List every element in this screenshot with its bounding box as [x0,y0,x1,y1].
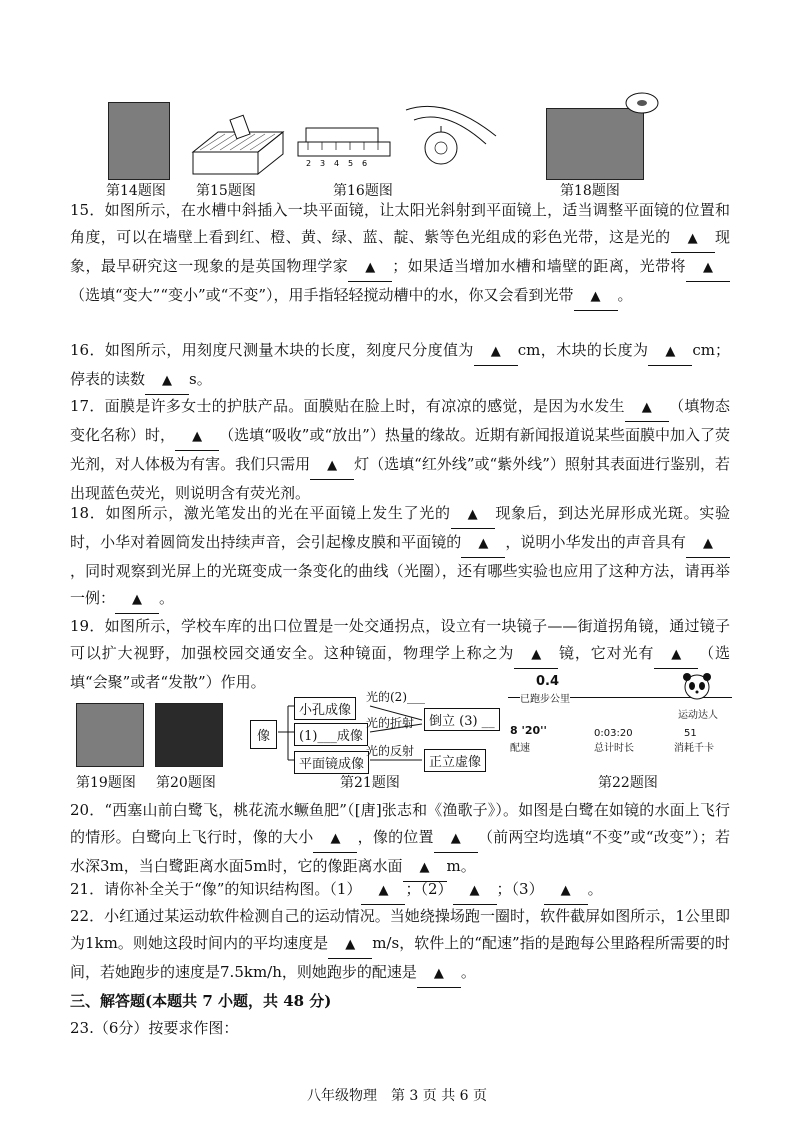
fig21-label1: 光的(2)___ [366,690,425,704]
ruler-tick: 5 [348,159,354,168]
caption-fig20: 第20题图 [156,775,216,791]
fig18-disc-icon [622,88,662,118]
caption-fig19: 第19题图 [76,775,136,791]
ruler-tick: 6 [362,159,368,168]
fig22-app-screenshot [508,676,732,772]
fig21-diagram [248,690,508,774]
ruler-tick: 2 [306,159,312,168]
fig20-photo [155,703,223,767]
panda-icon [680,672,714,702]
caption-fig21: 第21题图 [340,775,400,791]
ruler-tick: 3 [320,159,326,168]
fig21-out2-box: 正立虚像 [424,749,486,772]
question-21: 21．请你补全关于“像”的知识结构图。（1） ▲ ；（2） ▲ ；（3） ▲ 。 [70,876,730,905]
caption-fig18: 第18题图 [560,183,620,199]
fig14-photo [108,102,170,180]
fig16-ruler-stopwatch-drawing [296,96,506,182]
fig21-label3: 光的反射 [366,744,415,758]
question-23: 23.（6分）按要求作图： [70,1019,239,1037]
fig21-mirror-box: 平面镜成像 [294,751,369,774]
fig22-pace-label: 配速 [510,743,530,754]
fig21-root: 像 [250,720,277,749]
question-18: 18．如图所示，激光笔发出的光在平面镜上发生了光的 ▲ 现象后，到达光屏形成光斑。实验时，小华对着圆筒发出持续声音，会引起橡皮膜和平面镜的 ▲ ，说明小华发出的声音具有 ▲，同时观察到光屏上的光斑变成一条变化的曲线（光圈），还有哪些实验也应用了这种方法，请再举一例： ▲ 。 [70,500,730,614]
fig22-distance: 0.4 [536,674,560,689]
fig22-time: 0:03:20 [594,728,633,739]
fig22-distance-label: 已跑步公里 [520,690,570,705]
question-22: 22．小红通过某运动软件检测自己的运动情况。当她绕操场跑一圈时，软件截屏如图所示，1公里即为1km。则她这段时间内的平均速度是 ▲ m/s，软件上的“配速”指的是跑每公里路程所需要的时间，若她跑步的速度是7.5km/h，则她跑步的配速是 ▲ 。 [70,903,730,988]
caption-fig22: 第22题图 [598,775,658,791]
fig22-pace: 8 '20'' [510,724,547,737]
fig22-kcal: 51 [684,728,697,739]
fig21-blank1-box: (1)___成像 [294,723,368,746]
question-17: 17．面膜是许多女士的护肤产品。面膜贴在脸上时，有凉凉的感觉，是因为水发生 ▲ （填物态变化名称）时， ▲ （选填“吸收”或“放出”）热量的缘故。近期有新闻报道说某些面膜中加入了荧光剂，对人体极为有害。我们只需用 ▲ 灯（选填“红外线”或“紫外线”）照射其表面进行鉴别，若出现蓝色荧光，则说明含有荧光剂。 [70,393,730,507]
fig15-water-tank-drawing [188,112,288,182]
fig22-badge: 运动达人 [678,710,718,721]
caption-fig16: 第16题图 [333,183,393,199]
fig21-pinhole-box: 小孔成像 [294,697,356,720]
page-footer: 八年级物理 第 3 页 共 6 页 [306,1088,488,1104]
section-3-heading: 三、解答题(本题共 7 小题，共 48 分) [70,992,332,1010]
fig21-out1-box: 倒立 (3) __ [424,708,500,731]
ruler-tick: 4 [334,159,340,168]
fig22-time-label: 总计时长 [594,743,634,754]
question-19: 19．如图所示，学校车库的出口位置是一处交通拐点，设立有一块镜子——街道拐角镜，通过镜子可以扩大视野，加强校园交通安全。这种镜面，物理学上称之为 ▲ 镜，它对光有 ▲ （选填“会聚”或者“发散”）作用。 [70,617,730,691]
fig21-label2: 光的折射 [366,716,415,730]
caption-fig15: 第15题图 [196,183,256,199]
fig18-photo [546,108,644,180]
question-20: 20．“西塞山前白鹭飞，桃花流水鳜鱼肥”（[唐]张志和《渔歌子》）。如图是白鹭在如镜的水面上飞行的情形。白鹭向上飞行时，像的大小 ▲ ，像的位置 ▲ （前两空均选填“不变”或“改变”）；若水深3m，当白鹭距离水面5m时，它的像距离水面 ▲ m。 [70,797,730,882]
fig19-photo [76,703,144,767]
question-15: 15．如图所示，在水槽中斜插入一块平面镜，让太阳光斜射到平面镜上，适当调整平面镜的位置和角度，可以在墙壁上看到红、橙、黄、绿、蓝、靛、紫等色光组成的彩色光带，这是光的 ▲ 现象，最早研究这一现象的是英国物理学家 ▲ ；如果适当增加水槽和墙壁的距离，光带将 ▲（选填“变大”“变小”或“不变”），用手指轻轻搅动槽中的水，你又会看到光带 ▲ 。 [70,197,730,311]
caption-fig14: 第14题图 [106,183,166,199]
fig22-kcal-label: 消耗千卡 [674,743,714,754]
question-16: 16．如图所示，用刻度尺测量木块的长度，刻度尺分度值为 ▲ cm，木块的长度为 ▲ cm；停表的读数 ▲ s。 [70,337,730,395]
